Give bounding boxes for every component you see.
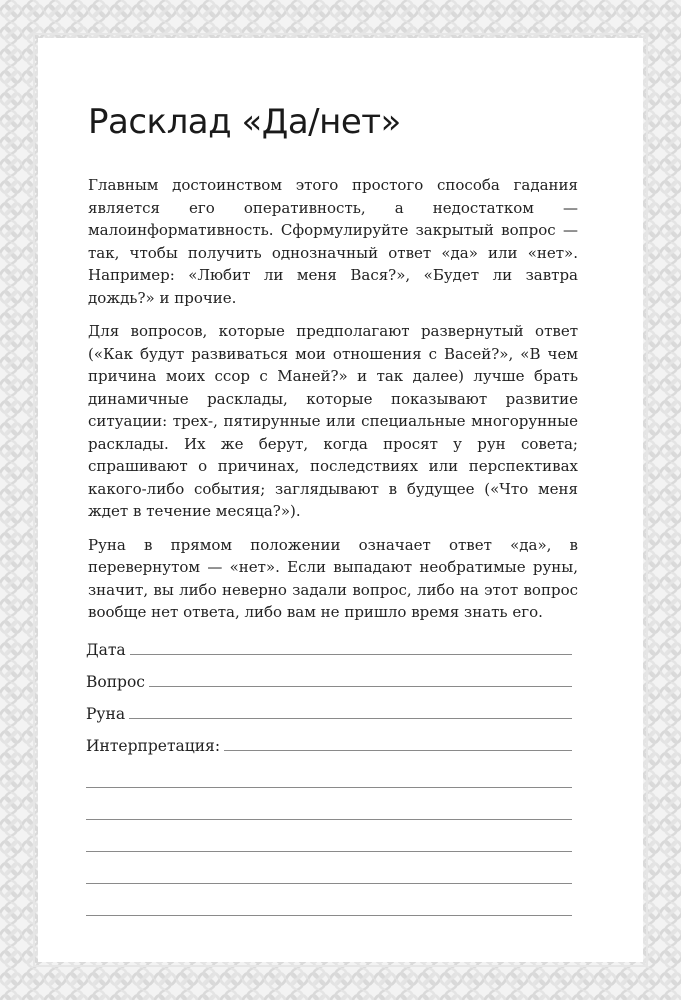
interpretation-blank-line[interactable]	[86, 788, 572, 820]
interpretation-line[interactable]	[224, 749, 572, 751]
page-title: Расклад «Да/нет»	[88, 102, 401, 142]
date-label: Дата	[86, 641, 126, 659]
question-line[interactable]	[149, 685, 572, 687]
rune-line[interactable]	[129, 717, 572, 719]
interpretation-label: Интерпретация:	[86, 737, 221, 755]
paragraph: Руна в прямом положении означает ответ «да», в перевернутом — «нет». Если выпадают необратимые руны, значит, вы либо неверно задали вопрос, либо на этот вопрос вообще нет ответа, либо вам не пришло время знать его.	[88, 535, 578, 621]
page-content	[38, 38, 643, 962]
interpretation-blank-line[interactable]	[86, 884, 572, 916]
fill-in-form	[86, 628, 572, 916]
question-field[interactable]	[86, 660, 572, 692]
interpretation-blank-line[interactable]	[86, 756, 572, 788]
paragraph: Для вопросов, которые предполагают развернутый ответ («Как будут развиваться мои отношения с Васей?», «В чем причина моих ссор с Маней?» и так далее) лучше брать динамичные расклады, которые показывают развитие ситуации: трех-, пятирунные или специальные многорунные расклады. Их же берут, когда просят у рун совета; спрашивают о причинах, последствиях или перспективах какого-либо события; заглядывают в будущее («Что меня ждет в течение месяца?»).	[88, 322, 578, 520]
rune-label: Руна	[86, 705, 126, 723]
date-line[interactable]	[130, 653, 572, 655]
interpretation-blank-line[interactable]	[86, 820, 572, 852]
rune-field[interactable]	[86, 692, 572, 724]
date-field[interactable]	[86, 628, 572, 660]
interpretation-field[interactable]	[86, 724, 572, 756]
interpretation-blank-line[interactable]	[86, 852, 572, 884]
body-text	[88, 174, 578, 635]
question-label: Вопрос	[86, 673, 145, 691]
paragraph: Главным достоинством этого простого способа гадания является его оперативность, а недостатком — малоинформативность. Сформулируйте закрытый вопрос — так, чтобы получить однозначный ответ «да» или «нет». Например: «Любит ли меня Вася?», «Будет ли завтра дождь?» и прочие.	[88, 176, 578, 307]
